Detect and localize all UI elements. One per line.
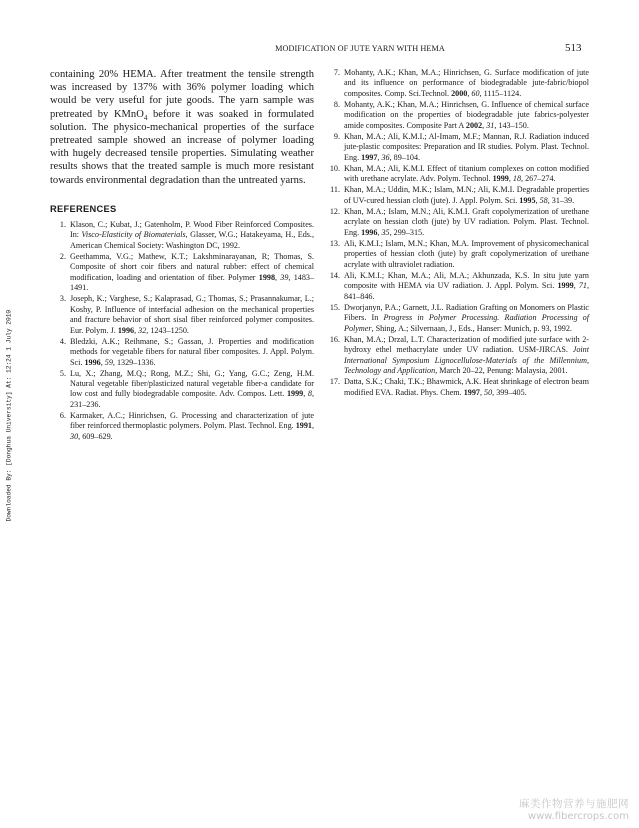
reference-text-part: ,: [482, 120, 487, 130]
reference-text-part: ,: [479, 387, 484, 397]
reference-text-part: , 143–150.: [494, 120, 529, 130]
right-column: [324, 68, 589, 399]
reference-text-part: 8: [307, 389, 312, 399]
reference-text-part: 58: [539, 195, 548, 205]
reference-text: [344, 132, 589, 163]
reference-text-part: 36: [381, 152, 390, 162]
reference-text-part: ,: [573, 281, 579, 291]
reference-text-part: 1999: [286, 389, 304, 399]
reference-text: [344, 239, 589, 270]
reference-item: [50, 411, 314, 442]
reference-number: 7.: [333, 68, 340, 77]
reference-text: [70, 337, 314, 368]
reference-text-part: Mohanty, A.K.; Khan, M.A.; Hinrichsen, G. Influence of chemical surface modification on the properties of biodegradable jute fabrics-polyester amide composites. Composite Part A: [344, 99, 589, 130]
running-title: MODIFICATION OF JUTE YARN WITH HEMA: [275, 44, 445, 53]
reference-text-part: 1997: [463, 387, 480, 397]
reference-text-part: Mohanty, A.K.; Khan, M.A.; Hinrichsen, G. Surface modification of jute and its influence on performance of biodegradable jute-fabric/biopol composites. Comp. Sci.Technol.: [344, 68, 589, 98]
reference-text-part: , 1483–1491.: [70, 272, 315, 293]
reference-text-part: Lu, X.; Zhang, M.Q.; Rong, M.Z.; Shi, G.; Yang, G.C.; Zeng, H.M. Natural vegetable fiber/plasticized natural vegetable fiber-a candidate for low cost and fully biodegradable composite. Adv. Compos. Lett.: [70, 368, 314, 399]
body-text-start: containing 20% HEMA. After treatment the tensile strength was increased by 137% with 36% polymer loading which would be very useful for jute goods. The yarn sample was pretreated by KMnO: [50, 69, 314, 120]
body-text-end: before it was soaked in formulated solution. The physico-mechanical properties of the surface pretreated sample showed an increase of polymer loading with hugely decreased tensile properties. Simulating weather results shows that the treated sample is much more resistant towards environmental degradation than the untreated yarns.: [50, 108, 314, 186]
reference-number: 16.: [329, 334, 340, 344]
reference-text: [70, 294, 314, 336]
reference-item: [50, 294, 314, 336]
reference-list-left: [50, 220, 314, 442]
reference-text: [70, 220, 314, 251]
reference-text-part: 18: [512, 174, 522, 184]
reference-text-part: 1991: [295, 421, 312, 431]
reference-text-part: 31: [486, 120, 495, 130]
reference-item: [324, 132, 589, 163]
reference-number: 8.: [333, 99, 340, 109]
reference-text: [344, 207, 589, 238]
reference-text-part: Bledzki, A.K.; Reihmane, S.; Gassan, J. Properties and modification methods for vegetable fibers for natural fiber composites. J. Appl. Polym. Sci.: [70, 336, 314, 367]
reference-number: 9.: [333, 131, 340, 141]
reference-text: [344, 164, 589, 185]
reference-text-part: Joint International Symposium Lignocellulose-Materials of the Millennium, Technology and Application: [344, 345, 589, 376]
reference-text-part: 32: [138, 325, 147, 335]
references-heading: REFERENCES: [50, 203, 117, 214]
reference-text-part: Datta, S.K.; Chaki, T.K.; Bhawmick, A.K. Heat shrinkage of electron beam modified EVA. Radiat. Phys. Chem.: [344, 377, 589, 397]
reference-text-part: Khan, M.A.; Drzal, L.T. Characterization of modified jute surface with 2-hydroxy ethel methacrylate under UV radiation. USM-JIRCAS.: [344, 334, 589, 355]
reference-text-part: 1996: [361, 227, 378, 237]
watermark-chinese-text: 麻类作物营养与施肥网: [519, 798, 629, 810]
reference-item: [50, 220, 314, 251]
body-subscript: 4: [143, 113, 148, 122]
site-watermark: [519, 796, 629, 822]
reference-number: 14.: [329, 270, 340, 280]
reference-item: [50, 369, 314, 411]
reference-text-part: 60: [471, 88, 480, 98]
reference-text-part: 1997: [361, 152, 378, 162]
reference-text: [344, 100, 589, 131]
reference-text-part: , 31–39.: [547, 195, 575, 205]
reference-text-part: Ali, K.M.I.; Khan, M.A.; Ali, M.A.; Akhunzada, K.S. In situ jute yarn composite with HEMA via UV radiation. J. Appl. Polym. Sci.: [344, 270, 589, 291]
reference-text: [344, 377, 589, 398]
reference-text-part: Dworjanyn, P.A.; Garnett, J.L. Radiation Grafting on Monomers on Plastic Fibers. In: [344, 302, 589, 323]
reference-text-part: , 1243–1250.: [146, 325, 189, 335]
reference-text-part: 39: [280, 272, 289, 282]
reference-number: 6.: [59, 410, 66, 420]
reference-item: [50, 337, 314, 368]
reference-number: 12.: [329, 206, 340, 216]
reference-text-part: , 1329–1336.: [112, 357, 156, 367]
reference-text-part: , 609–629.: [78, 431, 113, 441]
reference-text-part: 1996: [117, 325, 135, 335]
reference-text-part: 50: [484, 387, 493, 397]
reference-text-part: , 841–846.: [344, 281, 589, 301]
reference-text-part: ,: [377, 227, 382, 237]
reference-text-part: , Glasser, W.G.; Hatakeyama, H., Eds., American Chemical Society: Washington DC, 1992.: [70, 230, 314, 250]
body-paragraph: [50, 68, 314, 187]
reference-item: [324, 271, 589, 302]
reference-text-part: ,: [275, 272, 281, 282]
reference-text: [344, 185, 589, 206]
reference-item: [324, 207, 589, 238]
reference-text-part: ,: [535, 195, 540, 205]
reference-text-part: Klason, C.; Kubat, J.; Gatenholm, P. Wood Fiber Reinforced Composites. In:: [70, 219, 314, 240]
reference-text-part: , 89–104.: [389, 152, 421, 162]
download-stamp: Downloaded By: [Donghua University] At: 12:24 1 July 2010: [5, 309, 13, 522]
reference-text-part: Karmaker, A.C.; Hinrichsen, G. Processing and characterization of jute fiber reinforced thermoplastic polymers. Polym. Plast. Technol. Eng.: [70, 410, 314, 431]
reference-text-part: , 399–405.: [492, 387, 527, 397]
reference-item: [324, 100, 589, 131]
reference-text: [70, 411, 314, 442]
reference-text-part: ,: [311, 421, 314, 431]
reference-text-part: 35: [381, 227, 390, 237]
reference-text-part: Progress in Polymer Processing. Radiation Processing of Polymer: [344, 313, 589, 333]
reference-text-part: 59: [104, 357, 113, 367]
reference-list-right: [324, 68, 589, 398]
reference-text-part: Khan, M.A.; Uddin, M.K.; Islam, M.N.; Ali, K.M.I. Degradable properties of UV-cured hessian cloth (jute). J. Appl. Polym. Sci.: [344, 185, 589, 205]
reference-number: 2.: [59, 251, 66, 261]
reference-text-part: ,: [377, 152, 382, 162]
reference-text-part: Khan, M.A.; Ali, K.M.I.; Al-Imam, M.F.; Mannan, R.J. Radiation induced jute-plastic composites: Preparation and IR studies. Polym. Plast. Technol. Eng.: [344, 131, 589, 162]
reference-number: 1.: [59, 219, 66, 229]
reference-number: 4.: [59, 336, 66, 346]
reference-item: [50, 252, 314, 294]
reference-text-part: , March 20–22, Penung: Malaysia, 2001.: [435, 366, 568, 376]
watermark-url: www.fibercrops.com: [527, 811, 629, 822]
reference-text: [344, 271, 589, 302]
reference-text-part: , 299–315.: [389, 227, 425, 237]
reference-number: 5.: [59, 368, 66, 378]
reference-text-part: 71: [578, 281, 587, 291]
reference-number: 15.: [329, 302, 340, 312]
reference-text: [70, 369, 314, 411]
reference-text-part: 1999: [492, 174, 509, 184]
reference-text-part: ,: [100, 357, 105, 367]
reference-text-part: Ali, K.M.I.; Islam, M.N.; Khan, M.A. Improvement of physicomechanical properties of hessian cloth (jute) by graft copolymerization of urethane acrylate with ultraviolet radiation.: [344, 238, 589, 269]
reference-text: [70, 252, 314, 294]
left-column: [50, 68, 314, 443]
reference-text-part: ,: [303, 389, 308, 399]
page-number: 513: [565, 42, 582, 54]
reference-text-part: 2000: [451, 88, 468, 98]
reference-item: [324, 239, 589, 270]
reference-item: [324, 335, 589, 377]
reference-text-part: Geethamma, V.G.; Mathew, K.T.; Lakshminarayanan, R; Thomas, S. Composite of short coir fibers and natural rubber: effect of chemical modification, loading and orientation of fiber. Polymer: [70, 251, 314, 282]
reference-text: [344, 335, 589, 377]
reference-text: [344, 303, 589, 334]
reference-item: [324, 185, 589, 206]
reference-text-part: Khan, M.A.; Islam, M.N.; Ali, K.M.I. Graft copolymerization of urethane acrylate on hessian cloth (jute) by UV radiation. Polym. Plast. Technol. Eng.: [344, 206, 589, 237]
reference-item: [324, 164, 589, 185]
reference-item: [324, 377, 589, 398]
reference-text-part: , 267–274.: [521, 174, 556, 184]
reference-text-part: , 1115–1124.: [479, 88, 522, 98]
reference-number: 11.: [330, 185, 340, 195]
reference-text-part: 1995: [519, 195, 536, 205]
reference-text-part: , Shing, A.; Silvernaan, J., Eds., Hanser: Munich, p. 93, 1992.: [371, 323, 572, 333]
reference-text-part: ,: [467, 88, 472, 98]
reference-text-part: 30: [70, 431, 79, 441]
reference-item: [324, 303, 589, 334]
reference-text-part: Joseph, K.; Varghese, S.; Kalaprasad, G.; Thomas, S.; Prasannakumar, L.; Koshy, P. Influence of interfacial adhesion on the mechanical properties and fracture behavior of short sisal fiber reinforced polymer composites. Eur. Polym. J.: [70, 294, 314, 335]
reference-text-part: 2002: [465, 120, 483, 130]
reference-text-part: ,: [508, 174, 513, 184]
reference-text-part: ,: [134, 325, 139, 335]
reference-text-part: Visco-Elasticity of Biomaterials: [81, 230, 186, 240]
reference-number: 3.: [59, 294, 66, 304]
reference-text: [344, 68, 589, 99]
reference-text-part: , 231–236.: [70, 389, 314, 409]
reference-item: [324, 68, 589, 99]
reference-text-part: Khan, M.A.; Ali, K.M.I. Effect of titanium complexes on cotton modified with urethane acrylate. Adv. Polym. Technol.: [344, 163, 589, 184]
reference-text-part: 1998: [258, 272, 276, 282]
reference-text-part: 1999: [557, 281, 574, 291]
reference-text-part: 1996: [84, 357, 101, 367]
reference-number: 10.: [329, 163, 340, 173]
reference-number: 17.: [329, 377, 340, 387]
reference-number: 13.: [329, 238, 340, 248]
